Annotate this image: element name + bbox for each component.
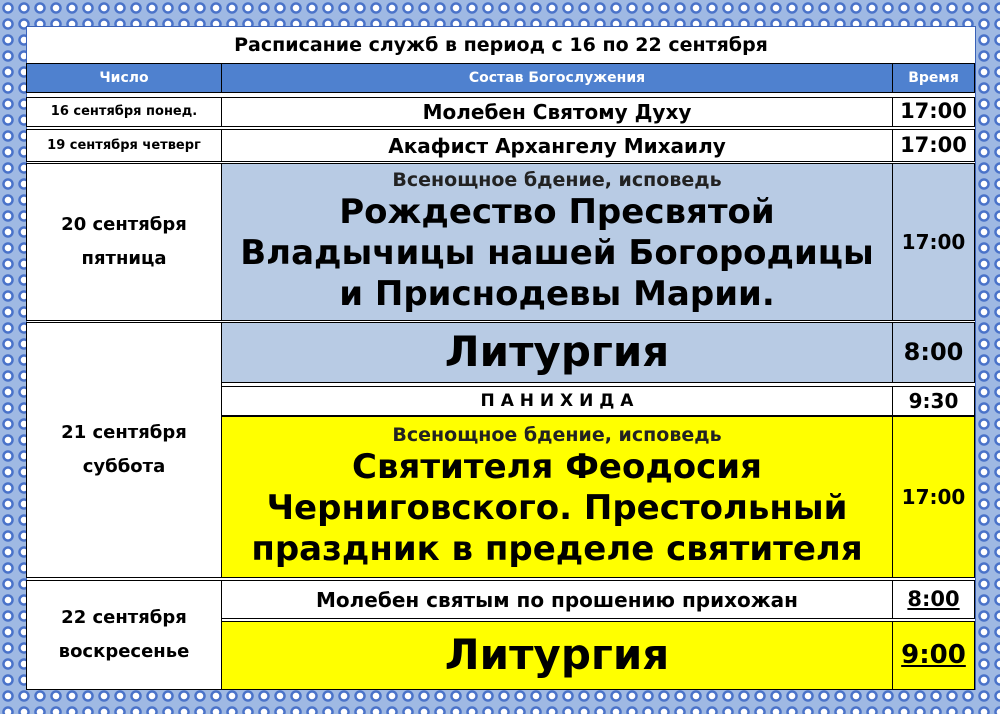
- row2-time: 17:00: [892, 129, 975, 162]
- row5-moleben: Молебен святым по прошению прихожан: [221, 580, 893, 619]
- row3-date-line2: пятница: [81, 248, 167, 269]
- row1-service: Молебен Святому Духу: [221, 97, 893, 127]
- row5-date-line2: воскресенье: [58, 641, 190, 662]
- row4-vigil: [221, 416, 893, 578]
- row3-time: 17:00: [892, 163, 975, 321]
- row5-liturgy-text: Литургия: [444, 630, 670, 680]
- row3-service-line3: и Приснодевы Марии.: [339, 273, 775, 314]
- row4-vigil-time: 17:00: [892, 416, 975, 578]
- row5-moleben-time: 8:00: [892, 580, 975, 619]
- row4-date: [26, 322, 222, 578]
- row3-service-sub: Всенощное бдение, исповедь: [392, 169, 722, 192]
- row4-date-line1: 21 сентября: [61, 421, 187, 443]
- row4-liturgy-text: Литургия: [444, 327, 670, 377]
- schedule-title: Расписание служб в период с 16 по 22 сентября: [234, 34, 768, 56]
- row3-service-line1: Рождество Пресвятой: [339, 192, 775, 233]
- row5-liturgy: [221, 621, 893, 690]
- header-service: Состав Богослужения: [221, 63, 893, 93]
- row3-date: [26, 163, 222, 321]
- row1-date: 16 сентября понед.: [26, 97, 222, 127]
- row4-vigil-sub: Всенощное бдение, исповедь: [392, 424, 722, 447]
- row4-vigil-line3: праздник в пределе святителя: [251, 528, 863, 569]
- row4-liturgy: [221, 322, 893, 383]
- header-time: Время: [892, 63, 975, 93]
- row3-service-line2: Владычицы нашей Богородицы: [240, 233, 874, 273]
- row4-liturgy-time: 8:00: [892, 322, 975, 383]
- row2-date: 19 сентября четверг: [26, 129, 222, 162]
- row4-vigil-line2: Черниговского. Престольный: [266, 488, 848, 528]
- row2-service: Акафист Архангелу Михаилу: [221, 129, 893, 162]
- row5-date-line1: 22 сентября: [61, 606, 187, 628]
- row4-date-line2: суббота: [82, 456, 166, 477]
- row5-liturgy-time: 9:00: [892, 621, 975, 690]
- row4-vigil-line1: Святителя Феодосия: [352, 447, 762, 488]
- row3-service: [221, 163, 893, 321]
- row1-time: 17:00: [892, 97, 975, 127]
- row3-date-line1: 20 сентября: [61, 213, 187, 235]
- row5-date: [26, 580, 222, 690]
- header-date: Число: [26, 63, 222, 93]
- row4-panikhida: П А Н И Х И Д А: [221, 386, 893, 416]
- row4-panikhida-time: 9:30: [892, 386, 975, 416]
